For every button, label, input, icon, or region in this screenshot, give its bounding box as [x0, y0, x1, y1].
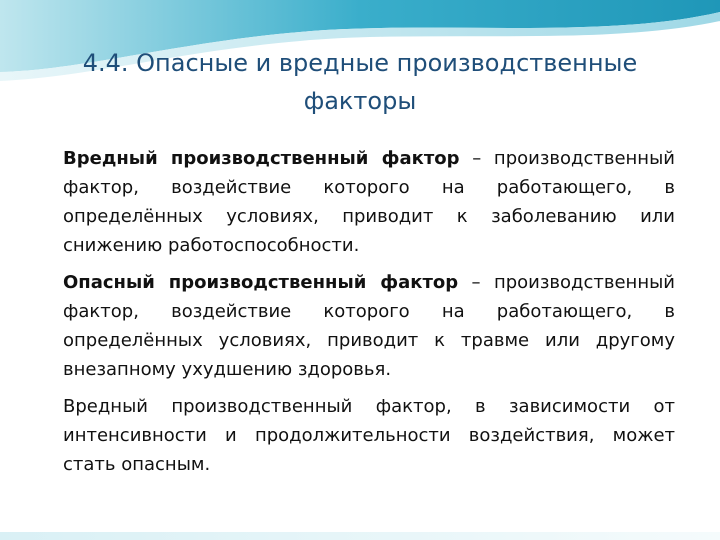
- definition-dangerous-text: – производственный фактор, воздействие которого на работающего, в определённых условиях, приводит к травме или другому внезапному ухудшению здоровья.: [63, 272, 675, 380]
- slide-body: [63, 144, 675, 487]
- term-dangerous: Опасный производственный фактор: [63, 272, 459, 293]
- note-text: Вредный производственный фактор, в зависимости от интенсивности и продолжительности воздействия, может стать опасным.: [63, 396, 675, 475]
- definition-dangerous: [63, 268, 675, 384]
- definition-harmful-text: – производственный фактор, воздействие которого на работающего, в определённых условиях, приводит к заболеванию или снижению работоспособности.: [63, 148, 675, 256]
- term-harmful: Вредный производственный фактор: [63, 148, 460, 169]
- page-title: 4.4. Опасные и вредные производственные факторы: [82, 49, 638, 115]
- definition-harmful: [63, 144, 675, 260]
- bottom-decoration: [0, 532, 720, 540]
- note-paragraph: [63, 392, 675, 479]
